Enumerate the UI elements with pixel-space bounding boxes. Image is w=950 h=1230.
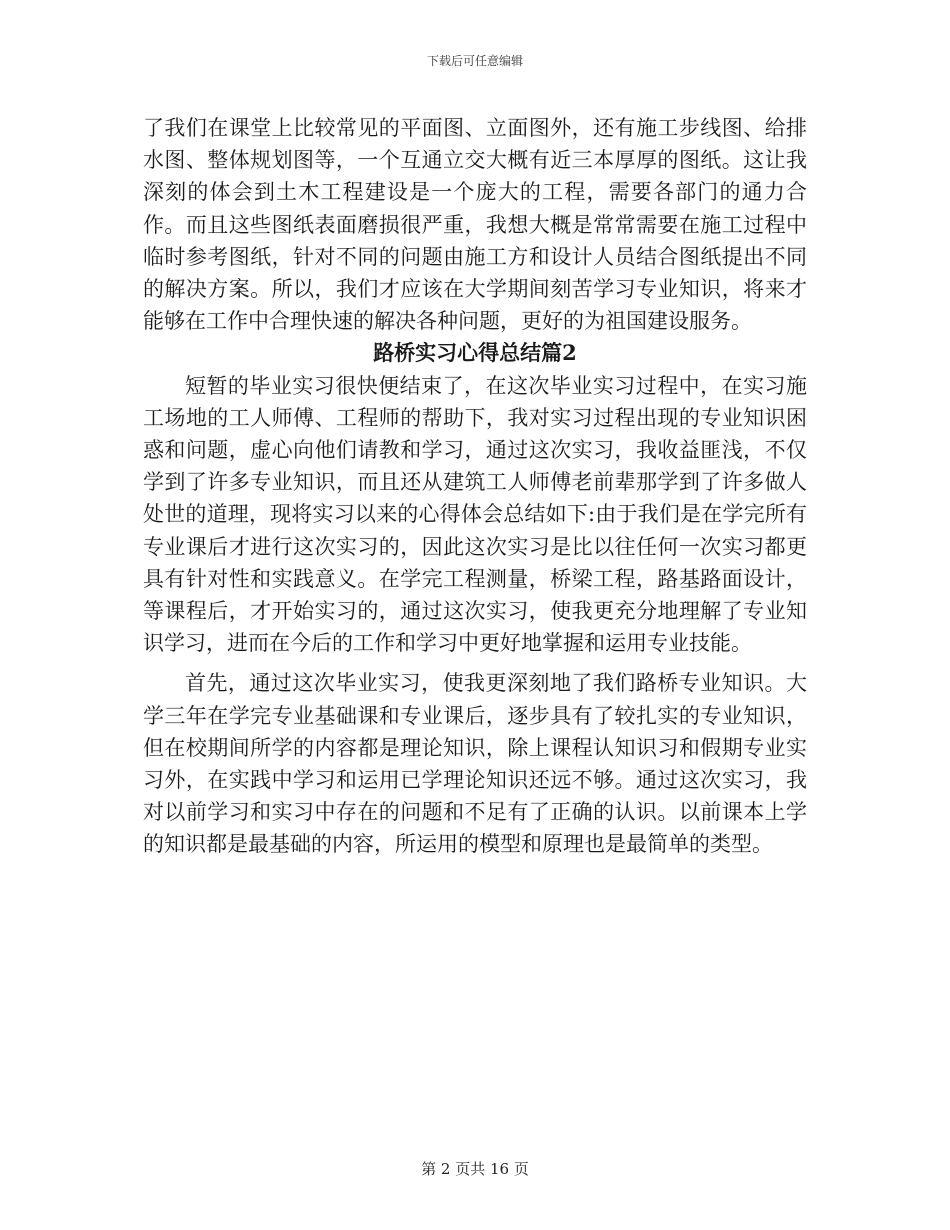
paragraph-continued: 了我们在课堂上比较常见的平面图、立面图外，还有施工步线图、给排水图、整体规划图等，一个互通立交大概有近三本厚厚的图纸。这让我深刻的体会到土木工程建设是一个庞大的工程，需要各部门的通力合作。而且这些图纸表面磨损很严重，我想大概是常常需要在施工过程中临时参考图纸，针对不同的问题由施工方和设计人员结合图纸提出不同的解决方案。所以，我们才应该在大学期间刻苦学习专业知识，将来才能够在工作中合理快速的解决各种问题，更好的为祖国建设服务。 xyxy=(143,116,807,334)
section-title: 路桥实习心得总结篇2 xyxy=(373,340,577,366)
paragraph-2: 首先，通过这次毕业实习，使我更深刻地了我们路桥专业知识。大学三年在学完专业基础课和专业课后，逐步具有了较扎实的专业知识，但在校期间所学的内容都是理论知识，除上课程认知识习和假期专业实习外，在实践中学习和运用已学理论知识还远不够。通过这次实习，我对以前学习和实习中存在的问题和不足有了正确的认识。以前课本上学的知识都是最基础的内容，所运用的模型和原理也是最简单的类型。 xyxy=(143,671,807,857)
page-header: 下载后可任意编辑 xyxy=(426,54,523,68)
paragraph-1: 短暂的毕业实习很快便结束了，在这次毕业实习过程中，在实习施工场地的工人师傅、工程师的帮助下，我对实习过程出现的专业知识困惑和问题，虚心向他们请教和学习，通过这次实习，我收益匪浅，不仅学到了许多专业知识，而且还从建筑工人师傅老前辈那学到了许多做人处世的道理，现将实习以来的心得体会总结如下:由于我们是在学完所有专业课后才进行这次实习的，因此这次实习是比以往任何一次实习都更具有针对性和实践意义。在学完工程测量，桥梁工程，路基路面设计，等课程后，才开始实习的，通过这次实习，使我更充分地理解了专业知识学习，进而在今后的工作和学习中更好地掌握和运用专业技能。 xyxy=(143,373,807,656)
page-number: 第 2 页共 16 页 xyxy=(421,1160,529,1178)
document-body xyxy=(143,112,807,861)
